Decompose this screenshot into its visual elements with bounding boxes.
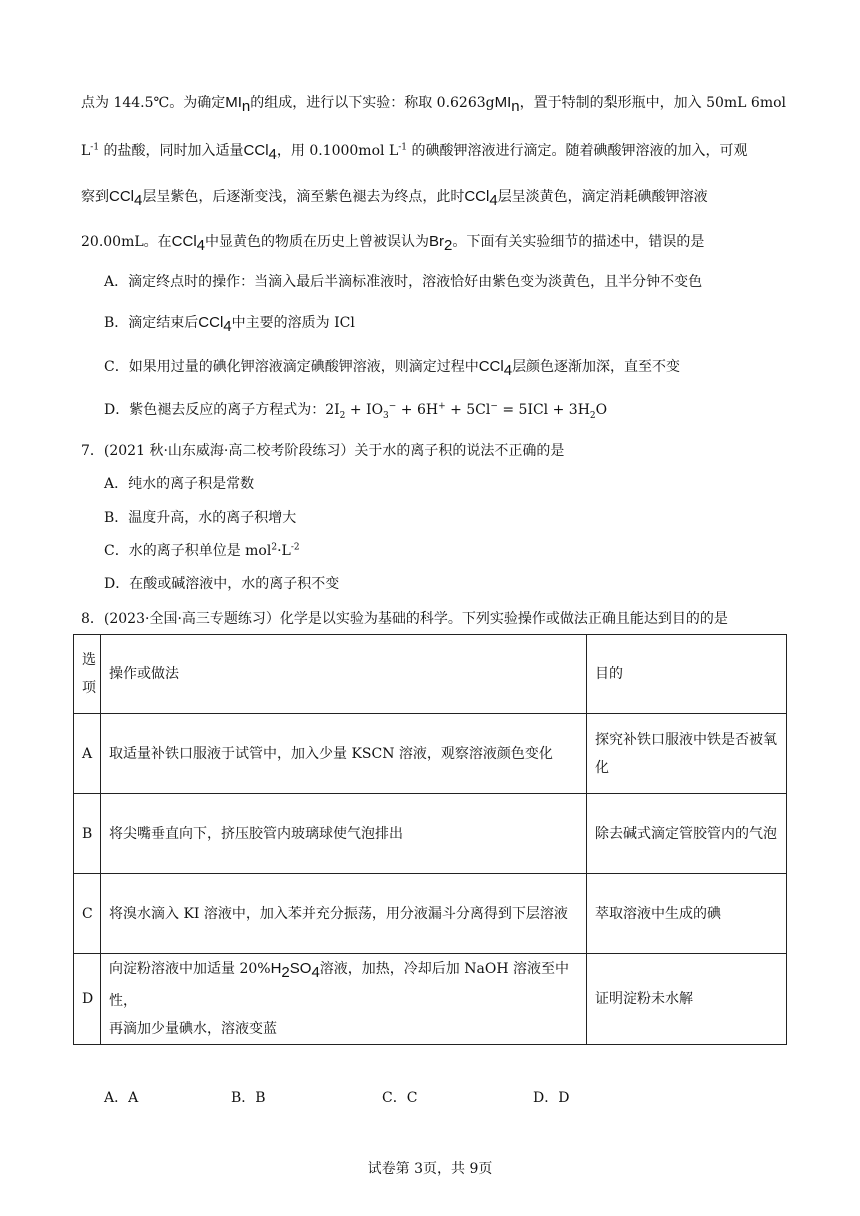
q6-option-a: A．滴定终点时的操作：当滴入最后半滴标准液时，溶液恰好由紫色变为淡黄色，且半分钟不变色 [104, 274, 703, 290]
table-header-row [74, 635, 787, 714]
q8-choice-d: D．D [533, 1090, 570, 1106]
row-goal: 除去碱式滴定管胶管内的气泡 [587, 794, 787, 874]
intro-line-1: 点为 144.5℃。为确定$MI_n$的组成，进行以下实验：称取 0.6263gMI$_n$，置于特制的梨形瓶中，加入 50mL 6mol [81, 94, 787, 115]
row-operation: 向淀粉溶液中加适量 $20\%H_2SO_4$溶液，加热，冷却后加 NaOH 溶液至中性， 再滴加少量碘水，溶液变蓝 [101, 954, 587, 1045]
row-goal: 探究补铁口服液中铁是否被氧化 [587, 714, 787, 794]
table-row [74, 874, 787, 954]
q6-option-b: B．滴定结束后CCl$_4$中主要的溶质为 ICl [104, 314, 355, 335]
row-operation: 将溴水滴入 KI 溶液中，加入苯并充分振荡，用分液漏斗分离得到下层溶液 [101, 874, 587, 954]
row-option: A [74, 714, 101, 794]
q8-stem: 8．(2023·全国·高三专题练习）化学是以实验为基础的科学。下列实验操作或做法正确且能达到目的的是 [81, 611, 728, 627]
experiment-table [73, 634, 787, 1045]
intro-line-2: $L^{-1}$ 的盐酸，同时加入适量CCl$_4$，用 0.1000mol $L^{-1}$ 的碘酸钾溶液进行滴定。随着碘酸钾溶液的加入，可观 [81, 142, 748, 163]
table-row [74, 714, 787, 794]
header-operation: 操作或做法 [101, 635, 587, 714]
q8-choice-b: B．B [231, 1090, 266, 1106]
row-option: C [74, 874, 101, 954]
intro-line-3: 察到CCl$_4$层呈紫色，后逐渐变浅，滴至紫色褪去为终点，此时CCl$_4$层呈淡黄色，滴定消耗碘酸钾溶液 [81, 188, 708, 209]
row-option: D [74, 954, 101, 1045]
table-row [74, 954, 787, 1045]
header-goal: 目的 [587, 635, 787, 714]
q7-option-b: B．温度升高，水的离子积增大 [104, 510, 297, 526]
q7-option-d: D．在酸或碱溶液中，水的离子积不变 [104, 576, 340, 592]
q7-option-c: C．水的离子积单位是 $mol^2\cdot L^{-2}$ [104, 542, 300, 559]
ionic-equation: $2I_2 + IO_3^- + 6H^+ + 5Cl^- = 5ICl + 3H_2O$ [325, 401, 608, 421]
header-option: 选项 [74, 635, 101, 714]
row-option: B [74, 794, 101, 874]
row-goal: 萃取溶液中生成的碘 [587, 874, 787, 954]
q7-option-a: A．纯水的离子积是常数 [104, 476, 255, 492]
intro-line-4: 20.00mL。在CCl$_4$中显黄色的物质在历史上曾被误认为$Br_2$。下面有关实验细节的描述中，错误的是 [81, 233, 705, 254]
q6-option-c: C．如果用过量的碘化钾溶液滴定碘酸钾溶液，则滴定过程中CCl$_4$层颜色逐渐加深，直至不变 [104, 358, 681, 379]
row-operation: 取适量补铁口服液于试管中，加入少量 KSCN 溶液，观察溶液颜色变化 [101, 714, 587, 794]
row-operation: 将尖嘴垂直向下，挤压胶管内玻璃球使气泡排出 [101, 794, 587, 874]
q8-choice-c: C．C [382, 1090, 418, 1106]
row-goal: 证明淀粉未水解 [587, 954, 787, 1045]
table-row [74, 794, 787, 874]
q6-option-d: D．紫色褪去反应的离子方程式为：$2I_2 + IO_3^- + 6H^+ + 5Cl^- = 5ICl + 3H_2O$ [104, 401, 608, 421]
q7-stem: 7．(2021 秋·山东威海·高二校考阶段练习）关于水的离子积的说法不正确的是 [81, 443, 565, 459]
q8-choice-a: A．A [104, 1090, 139, 1106]
page-footer: 试卷第 3页，共 9页 [367, 1161, 493, 1177]
